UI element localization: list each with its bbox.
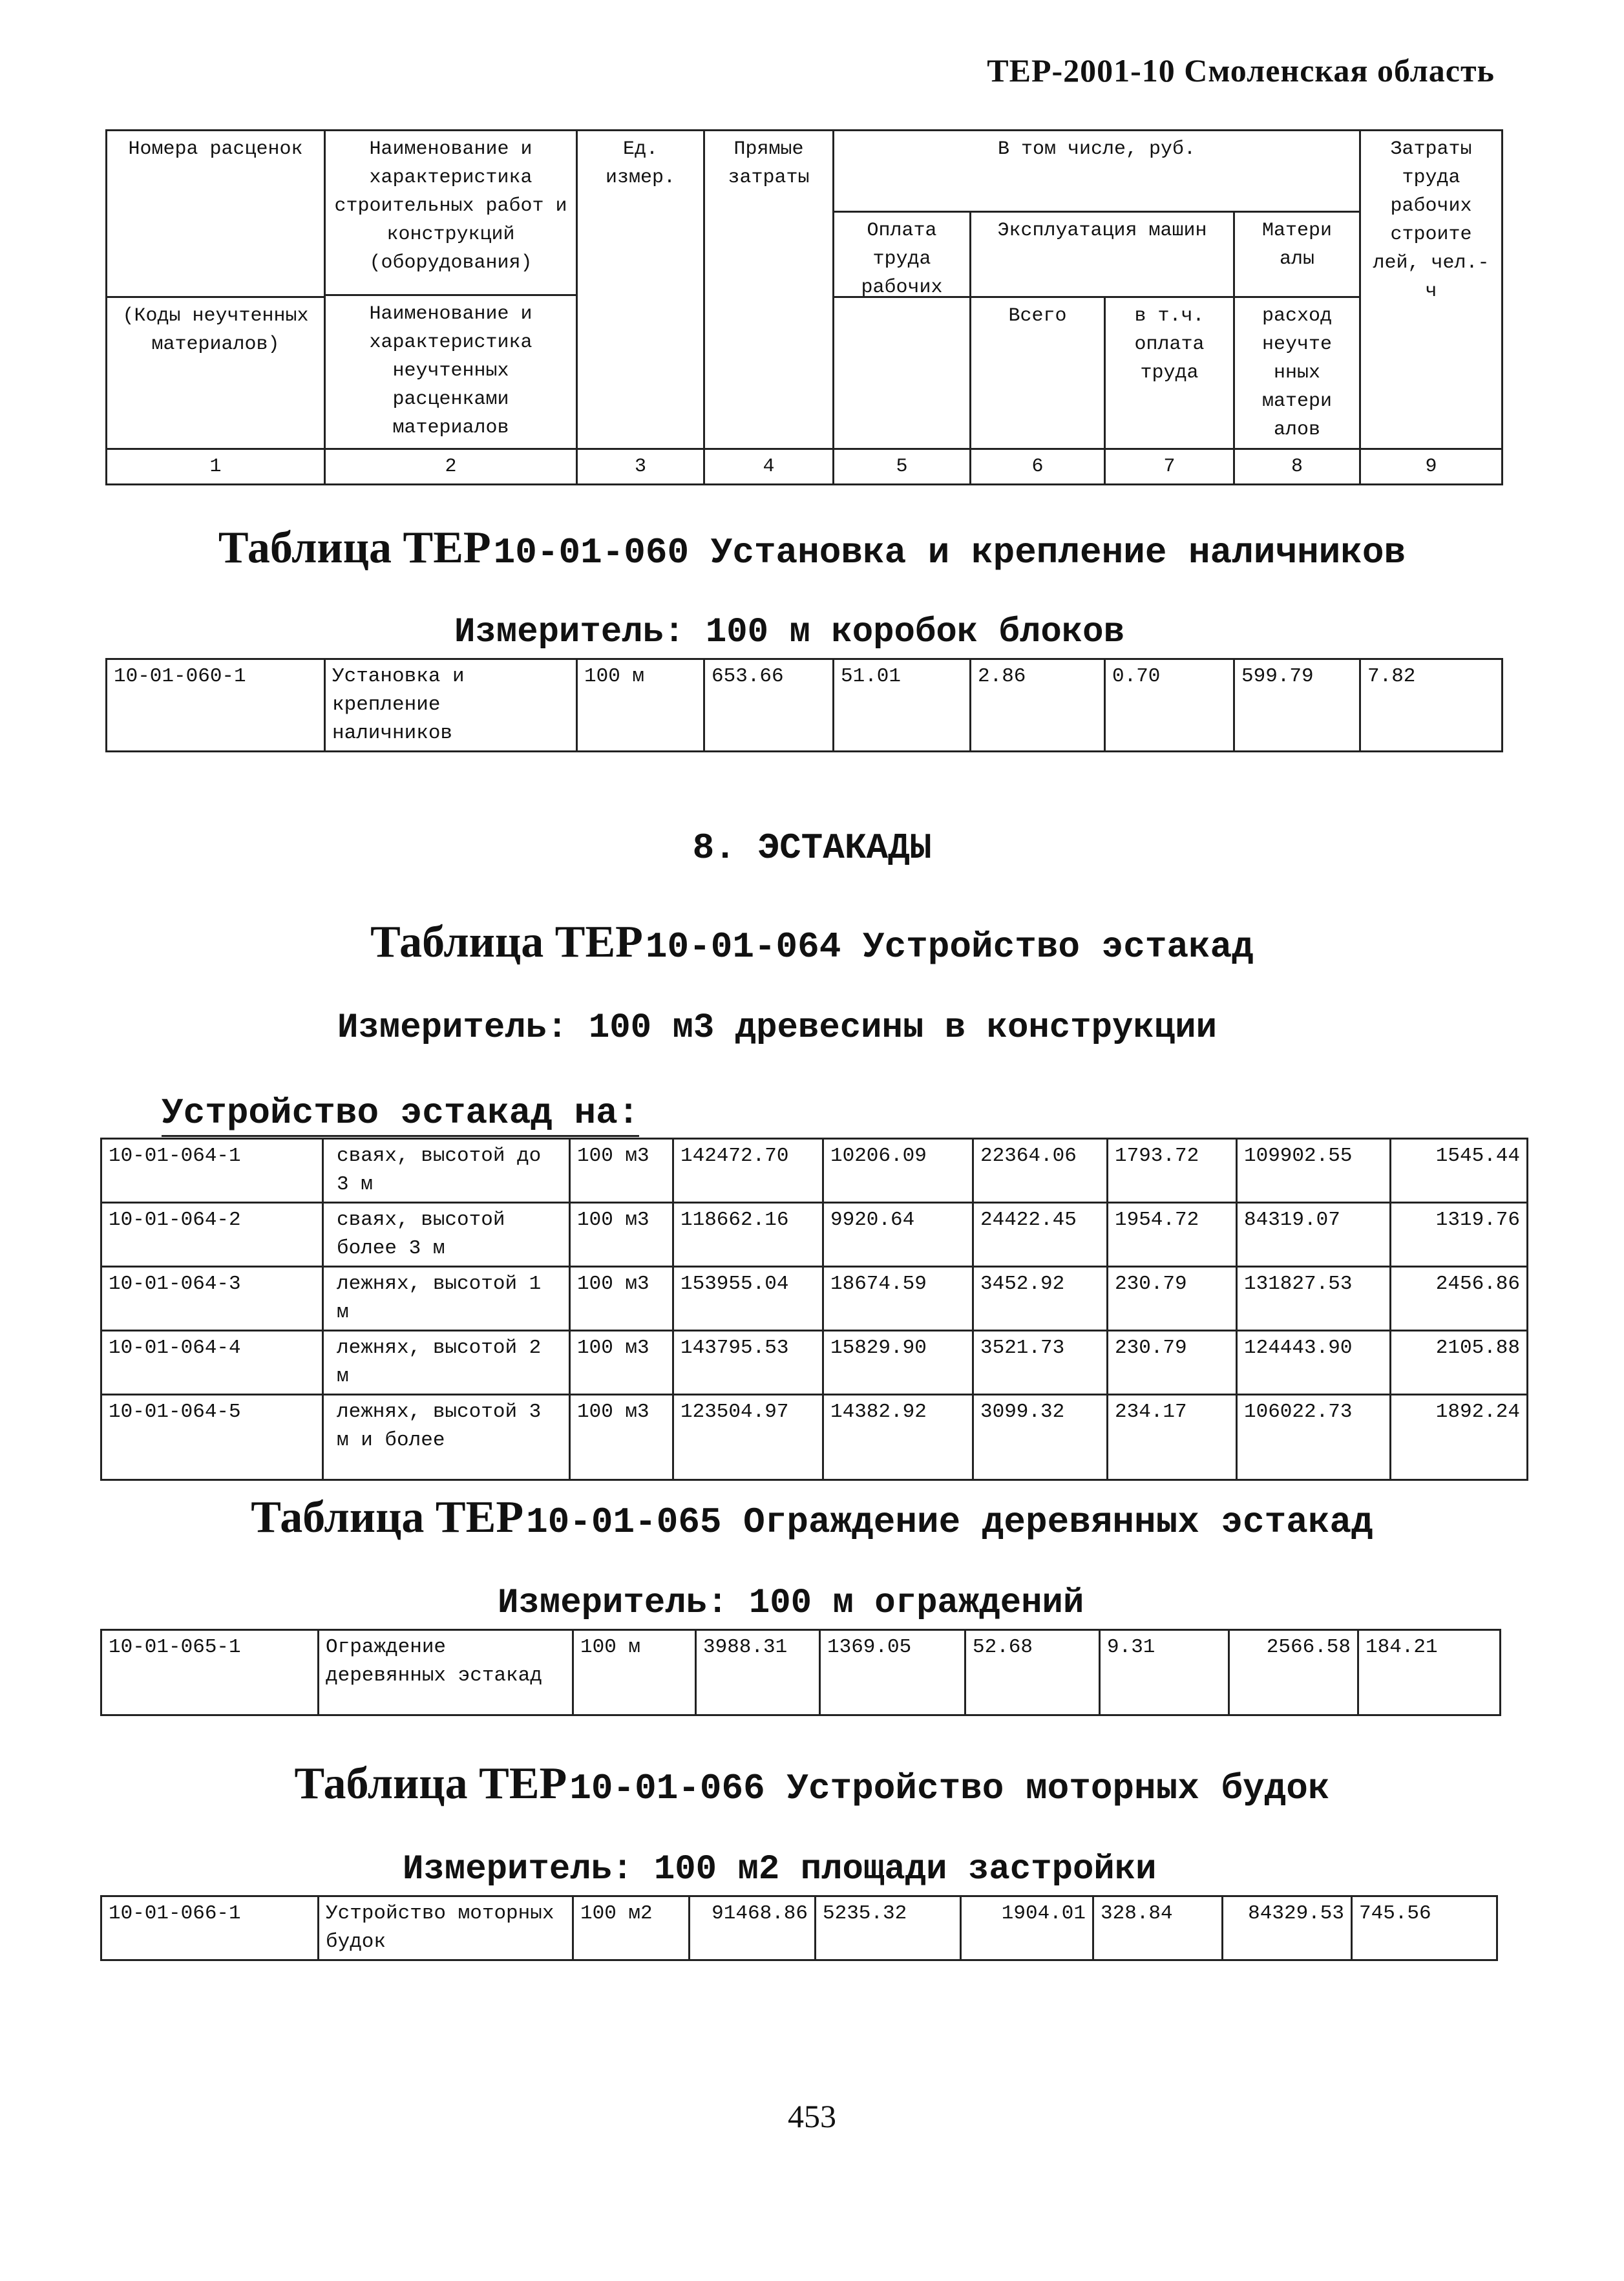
cell-machines-labor: 0.70 [1105,659,1234,752]
cell-labor-pay: 18674.59 [823,1267,973,1331]
cell-code: 10-01-064-1 [101,1139,323,1203]
cell-machines-labor: 1793.72 [1108,1139,1237,1203]
header-codes: (Коды неучтенных материалов) [107,297,325,449]
column-number: 6 [971,449,1105,485]
header-name [325,131,577,449]
table-code-title: 10-01-060 Установка и крепление наличников [493,532,1406,573]
cell-machines-labor: 230.79 [1108,1331,1237,1395]
cell-unit: 100 м3 [570,1395,673,1480]
column-number: 8 [1234,449,1360,485]
table-word: Таблица ТЕР [370,917,643,967]
cell-materials: 106022.73 [1237,1395,1391,1480]
cell-materials: 599.79 [1234,659,1360,752]
cell-machines: 52.68 [965,1630,1100,1715]
cell-machines: 3099.32 [973,1395,1108,1480]
header-machines: Эксплуатация машин [971,213,1235,296]
table-title-065 [0,1492,1624,1544]
cell-machines: 3521.73 [973,1331,1108,1395]
cell-direct: 653.66 [704,659,834,752]
running-header: ТЕР-2001-10 Смоленская область [987,52,1495,89]
column-number: 3 [577,449,704,485]
table-row [101,1395,1528,1480]
group-heading: Устройство эстакад на: [162,1092,639,1137]
cell-labor-pay: 5235.32 [816,1896,961,1960]
column-number: 9 [1360,449,1503,485]
cell-labor-cost: 184.21 [1358,1630,1501,1715]
table-row [101,1203,1528,1267]
cell-materials: 84319.07 [1237,1203,1391,1267]
cell-machines-labor: 328.84 [1093,1896,1223,1960]
column-number: 4 [704,449,834,485]
table-066 [100,1895,1498,1961]
table-row [101,1139,1528,1203]
cell-labor-cost: 1892.24 [1391,1395,1528,1480]
cell-materials: 2566.58 [1229,1630,1358,1715]
measure-066: Измеритель: 100 м2 площади застройки [403,1850,1157,1889]
header-labor-pay-cont [834,297,971,449]
cell-direct: 91468.86 [690,1896,816,1960]
table-word: Таблица ТЕР [294,1759,567,1809]
table-title-064 [0,917,1624,968]
header-name-top: Наименование и характеристика строительных работ и конструкций (оборудования) [326,131,576,296]
header-number: Номера расценок [107,131,325,297]
table-word: Таблица ТЕР [251,1492,524,1542]
cell-direct: 3988.31 [696,1630,820,1715]
cell-labor-cost: 7.82 [1360,659,1503,752]
table-row [107,659,1503,752]
column-number: 2 [325,449,577,485]
table-row [101,1896,1497,1960]
cell-unit: 100 м [573,1630,696,1715]
cell-unit: 100 м2 [573,1896,690,1960]
cell-machines-labor: 1954.72 [1108,1203,1237,1267]
cell-direct: 143795.53 [673,1331,823,1395]
header-including-label: В том числе, руб. [834,131,1359,213]
table-064 [100,1138,1528,1481]
column-number: 1 [107,449,325,485]
column-number: 5 [834,449,971,485]
header-including [834,131,1360,297]
table-060 [105,658,1503,752]
cell-labor-cost: 745.56 [1352,1896,1497,1960]
cell-name: Установка и крепление наличников [325,659,577,752]
table-title-060 [0,522,1624,574]
cell-machines: 1904.01 [961,1896,1093,1960]
cell-labor-cost: 1545.44 [1391,1139,1528,1203]
table-row [101,1630,1501,1715]
header-name-bottom: Наименование и характеристика неучтенных расценками материалов [369,303,533,439]
cell-unit: 100 м3 [570,1139,673,1203]
header-labor-pay: Оплата труда рабочих [834,213,971,296]
cell-machines: 3452.92 [973,1267,1108,1331]
page-number: 453 [788,2098,836,2134]
header-unit: Ед. измер. [577,131,704,449]
cell-labor-cost: 2456.86 [1391,1267,1528,1331]
table-065 [100,1629,1501,1716]
cell-code: 10-01-064-5 [101,1395,323,1480]
cell-direct: 118662.16 [673,1203,823,1267]
cell-machines: 2.86 [971,659,1105,752]
cell-labor-pay: 1369.05 [820,1630,965,1715]
cell-labor-cost: 1319.76 [1391,1203,1528,1267]
cell-materials: 84329.53 [1223,1896,1352,1960]
cell-name: лежнях, высотой 3 м и более [323,1395,570,1480]
cell-materials: 109902.55 [1237,1139,1391,1203]
cell-unit: 100 м3 [570,1331,673,1395]
cell-name: лежнях, высотой 2 м [323,1331,570,1395]
section-title: 8. ЭСТАКАДЫ [692,827,932,869]
cell-name: сваях, высотой до 3 м [323,1139,570,1203]
cell-materials: 131827.53 [1237,1267,1391,1331]
header-machines-labor: в т.ч. оплата труда [1105,297,1234,449]
cell-labor-pay: 15829.90 [823,1331,973,1395]
table-title-066 [0,1758,1624,1810]
header-materials-unaccounted: расход неучте нных матери алов [1234,297,1360,449]
column-number: 7 [1105,449,1234,485]
table-row [101,1267,1528,1331]
column-header-table [105,129,1503,485]
header-direct-costs: Прямые затраты [704,131,834,449]
cell-machines-labor: 230.79 [1108,1267,1237,1331]
measure-064: Измеритель: 100 м3 древесины в конструкции [337,1008,1218,1048]
cell-code: 10-01-064-4 [101,1331,323,1395]
cell-labor-pay: 9920.64 [823,1203,973,1267]
cell-unit: 100 м3 [570,1267,673,1331]
cell-direct: 142472.70 [673,1139,823,1203]
header-materials: Матери алы [1262,220,1333,270]
cell-name: сваях, высотой более 3 м [323,1203,570,1267]
cell-machines-labor: 234.17 [1108,1395,1237,1480]
table-code-title: 10-01-065 Ограждение деревянных эстакад [526,1501,1373,1543]
cell-name: Ограждение деревянных эстакад [319,1630,573,1715]
cell-labor-pay: 14382.92 [823,1395,973,1480]
header-labor-cost: Затраты труда рабочих строите лей, чел.-ч [1360,131,1503,449]
cell-machines-labor: 9.31 [1100,1630,1229,1715]
table-row [101,1331,1528,1395]
cell-labor-pay: 51.01 [834,659,971,752]
cell-unit: 100 м [577,659,704,752]
header-machines-total: Всего [971,297,1105,449]
cell-labor-cost: 2105.88 [1391,1331,1528,1395]
cell-code: 10-01-064-3 [101,1267,323,1331]
cell-machines: 22364.06 [973,1139,1108,1203]
cell-code: 10-01-060-1 [107,659,325,752]
cell-direct: 153955.04 [673,1267,823,1331]
cell-name: лежнях, высотой 1 м [323,1267,570,1331]
cell-code: 10-01-065-1 [101,1630,319,1715]
measure-060: Измеритель: 100 м коробок блоков [454,613,1124,652]
cell-name: Устройство моторных будок [319,1896,573,1960]
cell-materials: 124443.90 [1237,1331,1391,1395]
measure-065: Измеритель: 100 м ограждений [498,1584,1084,1623]
cell-code: 10-01-066-1 [101,1896,319,1960]
cell-machines: 24422.45 [973,1203,1108,1267]
table-code-title: 10-01-064 Устройство эстакад [645,926,1254,968]
cell-unit: 100 м3 [570,1203,673,1267]
cell-code: 10-01-064-2 [101,1203,323,1267]
table-word: Таблица ТЕР [218,523,491,573]
cell-labor-pay: 10206.09 [823,1139,973,1203]
table-code-title: 10-01-066 Устройство моторных будок [569,1768,1330,1809]
cell-direct: 123504.97 [673,1395,823,1480]
